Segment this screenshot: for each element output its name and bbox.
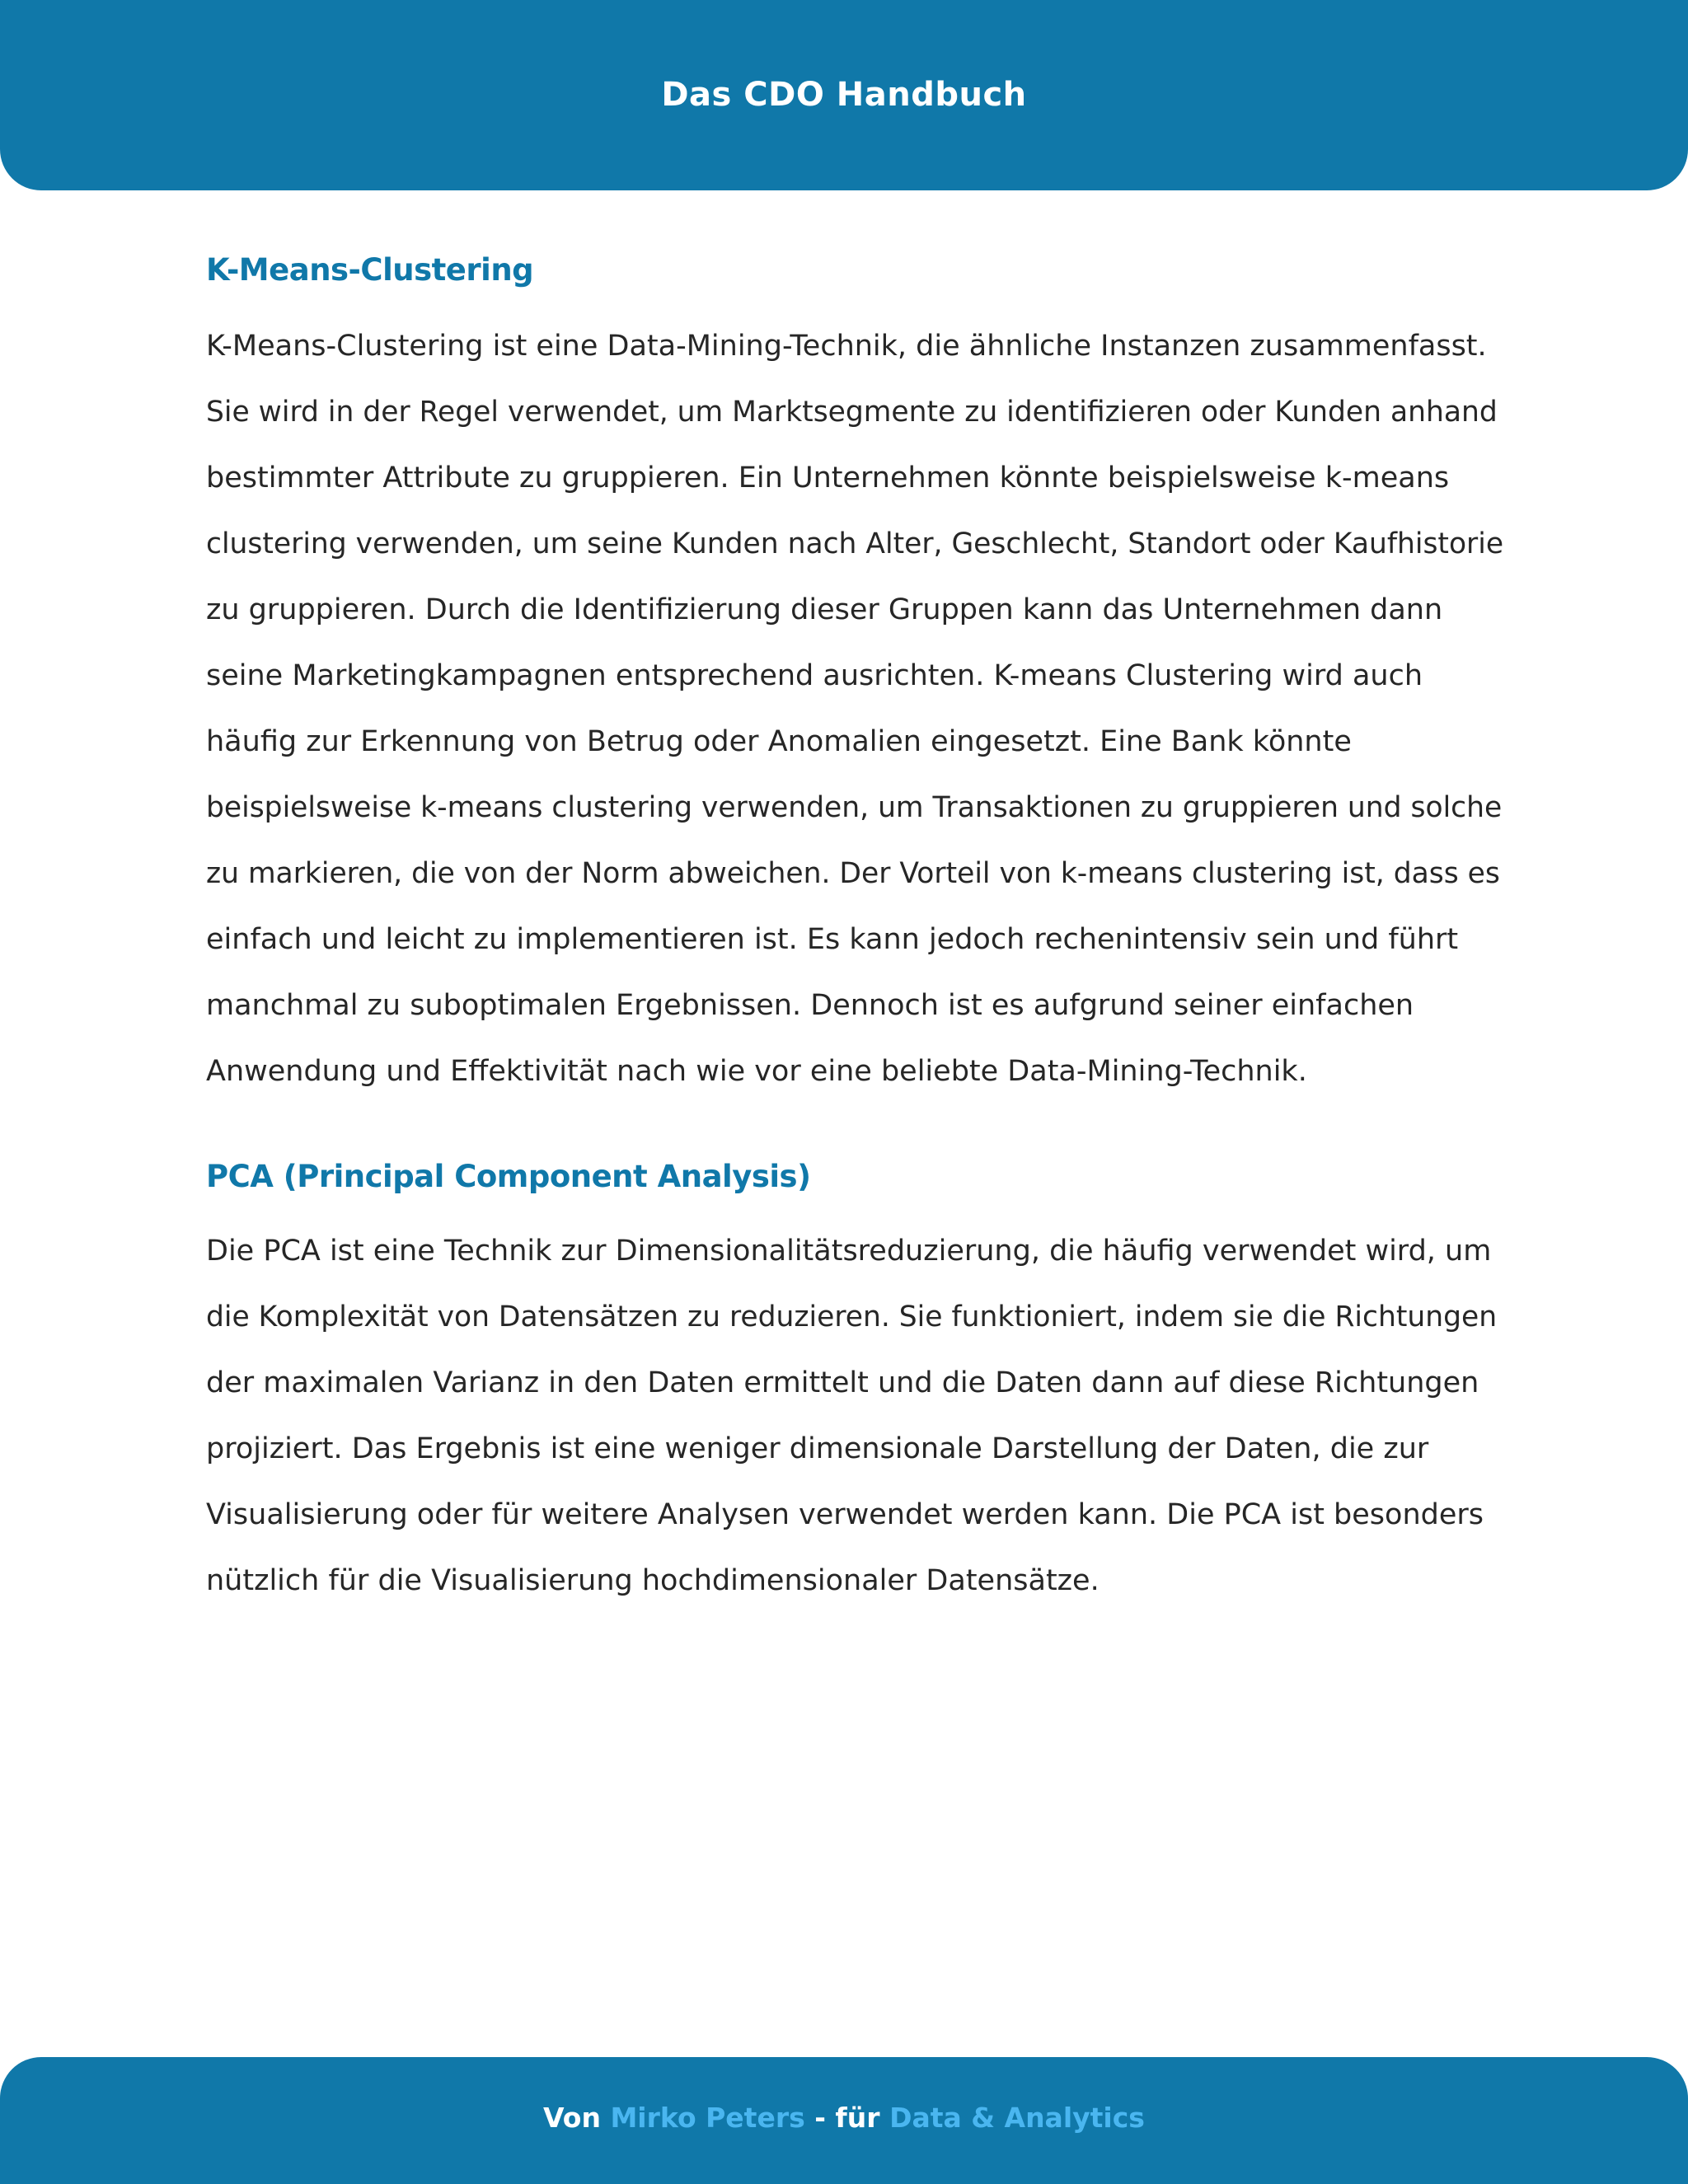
text-line: häufig zur Erkennung von Betrug oder Anomalien eingesetzt. Eine Bank könnte	[206, 725, 1352, 758]
paragraph-kmeans	[206, 313, 1508, 1104]
text-line: zu gruppieren. Durch die Identifizierung dieser Gruppen kann das Unternehmen dann	[206, 593, 1443, 626]
footer-author: Mirko Peters	[610, 2102, 805, 2134]
text-line: bestimmter Attribute zu gruppieren. Ein Unternehmen könnte beispielsweise k-means	[206, 462, 1450, 494]
text-line: projiziert. Das Ergebnis ist eine weniger dimensionale Darstellung der Daten, die zur	[206, 1432, 1429, 1465]
text-line: Sie wird in der Regel verwendet, um Marktsegmente zu identifizieren oder Kunden anhand	[206, 396, 1498, 429]
header-title: Das CDO Handbuch	[661, 76, 1027, 114]
text-line: nützlich für die Visualisierung hochdimensionaler Datensätze.	[206, 1564, 1100, 1597]
text-line: clustering verwenden, um seine Kunden nach Alter, Geschlecht, Standort oder Kaufhistorie	[206, 527, 1504, 560]
text-line: beispielsweise k-means clustering verwenden, um Transaktionen zu gruppieren und solche	[206, 791, 1503, 824]
text-line: seine Marketingkampagnen entsprechend ausrichten. K-means Clustering wird auch	[206, 659, 1423, 692]
paragraph-pca	[206, 1218, 1508, 1614]
text-line: Die PCA ist eine Technik zur Dimensionalitätsreduzierung, die häufig verwendet wird, um	[206, 1235, 1492, 1268]
footer-topic: Data & Analytics	[889, 2102, 1145, 2134]
text-line: zu markieren, die von der Norm abweichen. Der Vorteil von k-means clustering ist, dass es	[206, 857, 1500, 890]
text-line: einfach und leicht zu implementieren ist. Es kann jedoch rechenintensiv sein und führt	[206, 923, 1459, 956]
footer-middle: - für	[814, 2102, 880, 2134]
text-line: manchmal zu suboptimalen Ergebnissen. Dennoch ist es aufgrund seiner einfachen	[206, 989, 1414, 1022]
section-heading-kmeans: K-Means-Clustering	[206, 252, 534, 288]
section-heading-pca: PCA (Principal Component Analysis)	[206, 1159, 811, 1194]
page-header	[0, 0, 1688, 190]
footer-credit	[0, 2095, 1688, 2141]
page-footer	[0, 2057, 1688, 2184]
footer-prefix: Von	[543, 2102, 601, 2134]
text-line: Anwendung und Effektivität nach wie vor eine beliebte Data-Mining-Technik.	[206, 1055, 1307, 1088]
text-line: der maximalen Varianz in den Daten ermittelt und die Daten dann auf diese Richtungen	[206, 1366, 1479, 1399]
text-line: K-Means-Clustering ist eine Data-Mining-Technik, die ähnliche Instanzen zusammenfasst.	[206, 330, 1487, 363]
text-line: Visualisierung oder für weitere Analysen verwendet werden kann. Die PCA ist besonders	[206, 1498, 1484, 1531]
text-line: die Komplexität von Datensätzen zu reduzieren. Sie funktioniert, indem sie die Richtungen	[206, 1301, 1498, 1333]
